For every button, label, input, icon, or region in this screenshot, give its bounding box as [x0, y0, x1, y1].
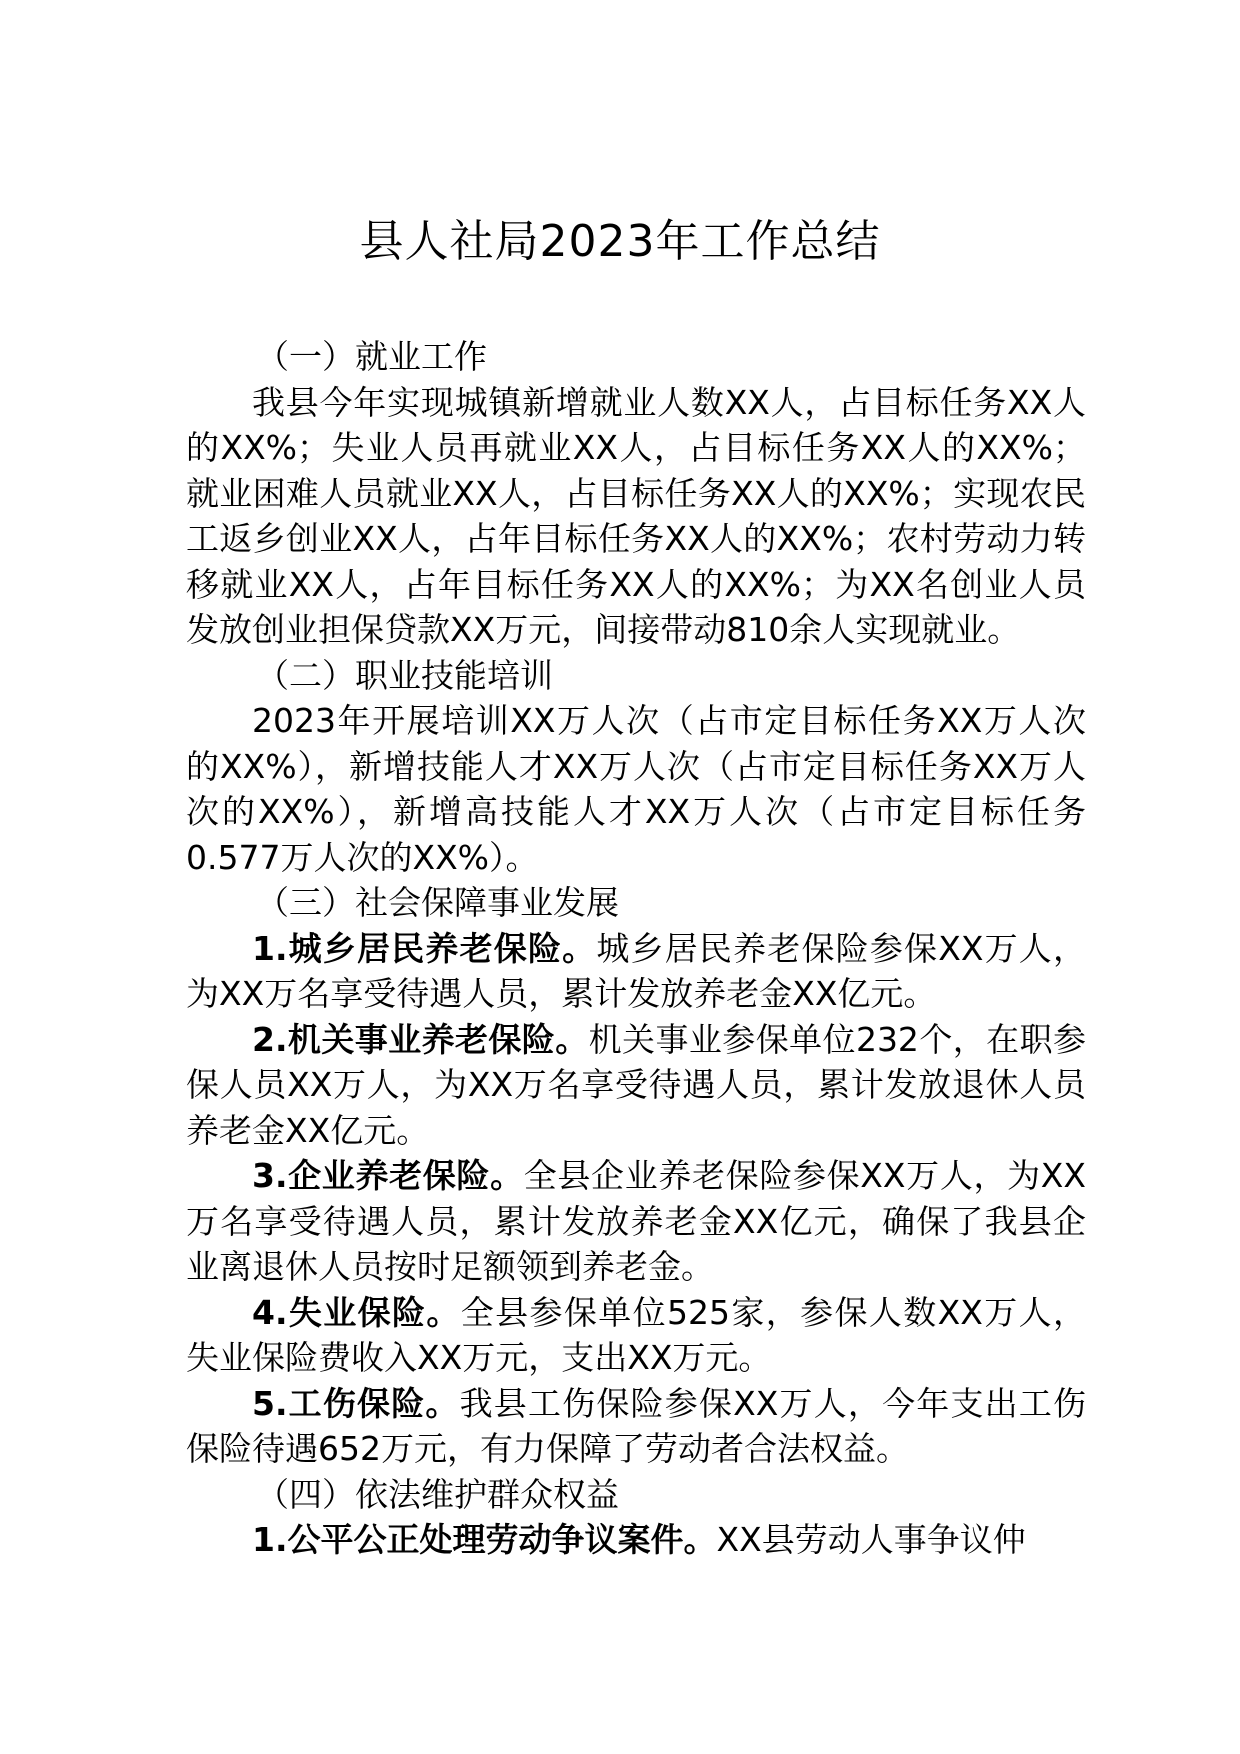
paragraph-text: XX县劳动人事争议仲	[716, 1520, 1026, 1559]
paragraph	[186, 380, 1086, 653]
paragraph	[186, 1017, 1086, 1154]
paragraph-text: 我县工伤保险参保XX万人，今年支出工伤保险待遇652万元，有力保障了劳动者合法权益。	[186, 1383, 1087, 1468]
section-heading-rights-protection: （四）依法维护群众权益	[256, 1474, 619, 1514]
paragraph-lead: 3.企业养老保险。	[252, 1156, 524, 1195]
paragraph	[186, 1153, 1086, 1290]
paragraph-lead: 5.工伤保险。	[252, 1383, 460, 1423]
section-heading-skills-training: （二）职业技能培训	[256, 655, 553, 695]
paragraph-lead: 1.公平公正处理劳动争议案件。	[252, 1520, 717, 1559]
paragraph-text: 城乡居民养老保险参保XX万人，为XX万名享受待遇人员，累计发放养老金XX亿元。	[186, 928, 1086, 1013]
paragraph	[186, 926, 1086, 1017]
paragraph-text: 机关事业参保单位232个，在职参保人员XX万人，为XX万名享受待遇人员，累计发放退休人员养老金XX亿元。	[186, 1019, 1086, 1150]
document-body	[186, 334, 1086, 1563]
paragraph-text: 全县参保单位525家，参保人数XX万人，失业保险费收入XX万元，支出XX万元。	[186, 1292, 1087, 1377]
section-heading-employment: （一）就业工作	[256, 337, 487, 376]
document-title: 县人社局2023年工作总结	[359, 216, 881, 267]
paragraph-lead: 1.城乡居民养老保险。	[252, 928, 597, 968]
paragraph-text: 我县今年实现城镇新增就业人数XX人，占目标任务XX人的XX%；失业人员再就业XX人，占目标任务XX人的XX%；就业困难人员就业XX人，占目标任务XX人的XX%；实现农民工返乡创业XX人，占年目标任务XX人的XX%；农村劳动力转移就业XX人，占年目标任务XX人的XX%；为XX名创业人员发放创业担保贷款XX万元，间接带动810余人实现就业。	[186, 382, 1086, 649]
paragraph	[186, 1381, 1086, 1472]
paragraph	[186, 1290, 1086, 1381]
paragraph-text: 2023年开展培训XX万人次（占市定目标任务XX万人次的XX%），新增技能人才XX万人次（占市定目标任务XX万人次的XX%），新增高技能人才XX万人次（占市定目标任务0.577万人次的XX%）。	[186, 701, 1086, 877]
paragraph-lead: 4.失业保险。	[252, 1292, 461, 1332]
paragraph-text: 全县企业养老保险参保XX万人，为XX万名享受待遇人员，累计发放养老金XX亿元，确保了我县企业离退休人员按时足额领到养老金。	[186, 1156, 1087, 1286]
paragraph-lead: 2.机关事业养老保险。	[252, 1019, 589, 1059]
paragraph	[186, 698, 1086, 880]
paragraph	[186, 1517, 1086, 1563]
section-heading-social-security: （三）社会保障事业发展	[256, 883, 619, 922]
